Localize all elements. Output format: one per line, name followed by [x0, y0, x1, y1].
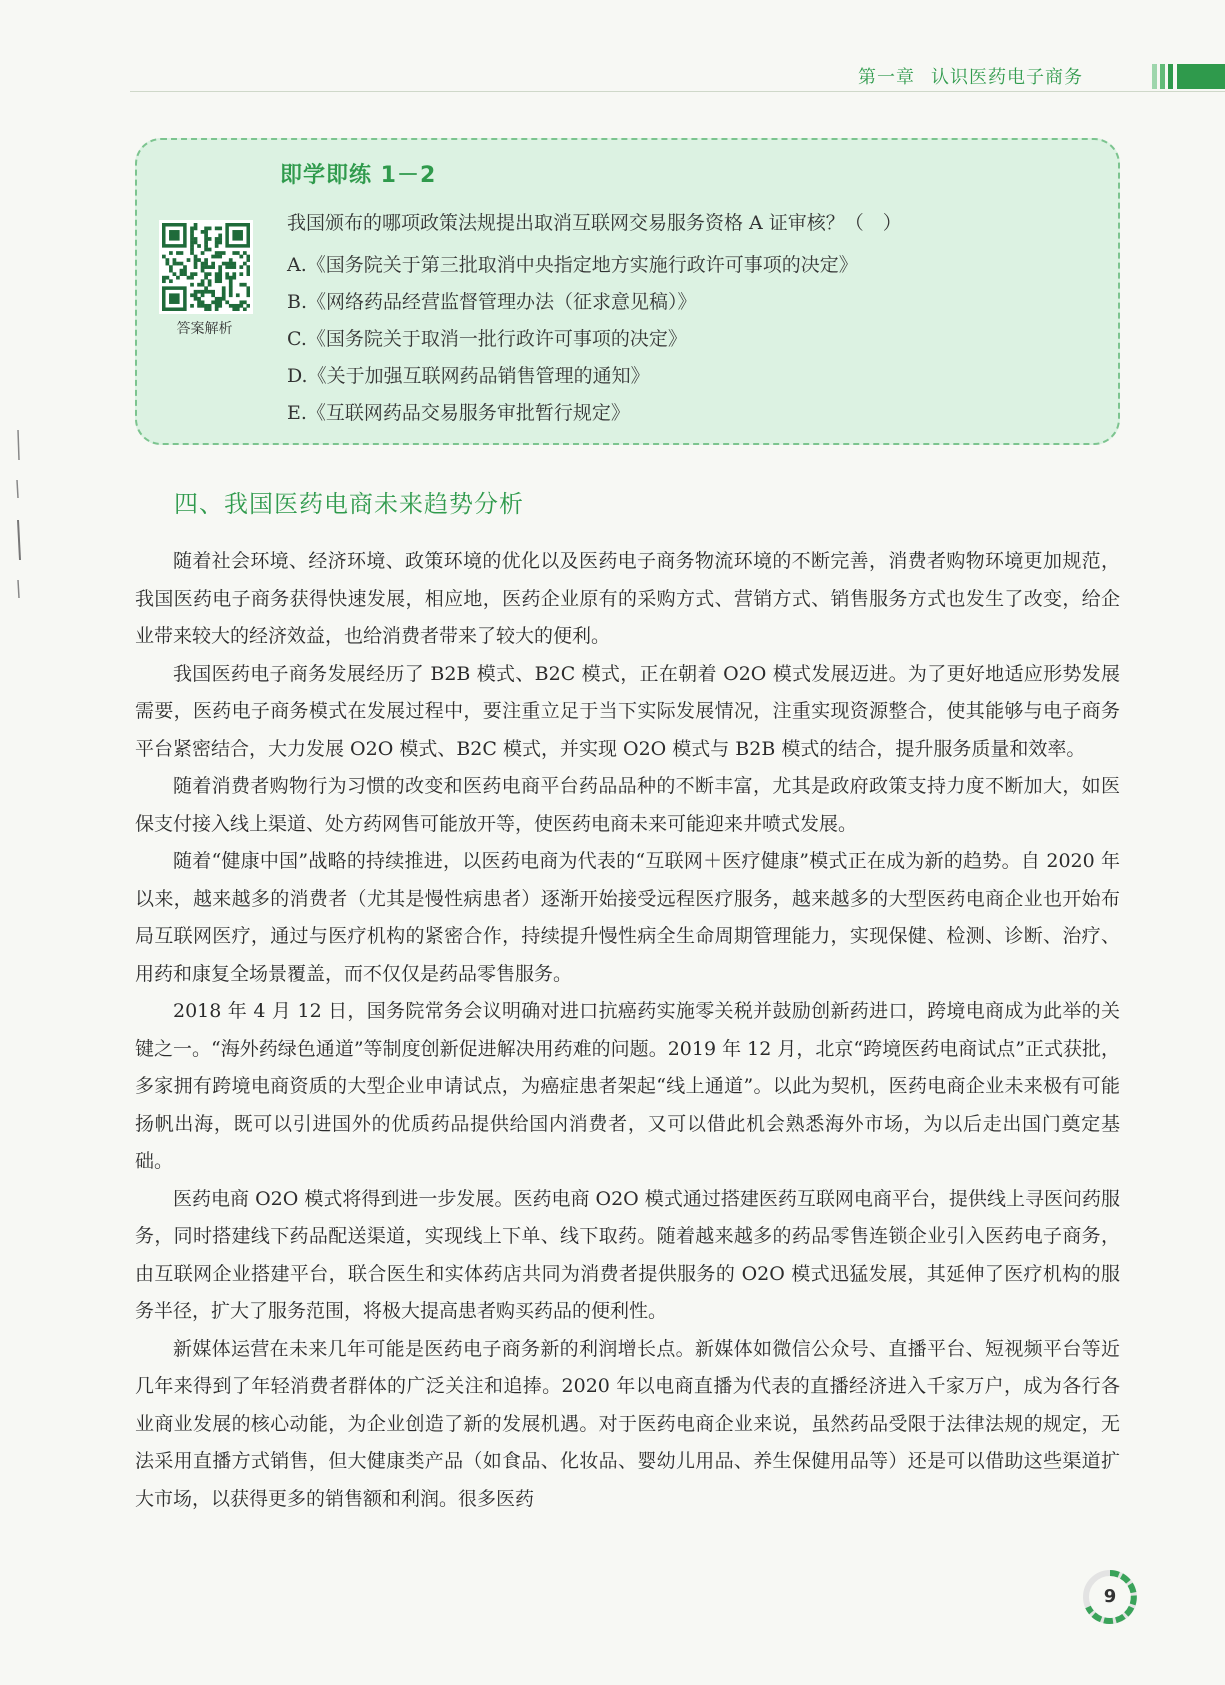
- practice-title: 即学即练 1－2: [280, 163, 437, 188]
- qr-caption: 答案解析: [176, 321, 233, 337]
- option-e: E.《互联网药品交易服务审批暂行规定》: [287, 402, 630, 424]
- practice-options: [287, 247, 858, 432]
- paragraph: 2018 年 4 月 12 日，国务院常务会议明确对进口抗癌药实施零关税并鼓励创新药进口，跨境电商成为此举的关键之一。“海外药绿色通道”等制度创新促进解决用药难的问题。2019 年 12 月，北京“跨境医药电商试点”正式获批，多家拥有跨境电商资质的大型企业申请试点，为癌症患者架起“线上通道”。以此为契机，医药电商企业未来极有可能扬帆出海，既可以引进国外的优质药品提供给国内消费者，又可以借此机会熟悉海外市场，为以后走出国门奠定基础。: [135, 1000, 1120, 1172]
- page-header: [0, 0, 1225, 96]
- practice-question: 我国颁布的哪项政策法规提出取消互联网交易服务资格 A 证审核？（ ）: [287, 212, 902, 234]
- paragraph: 新媒体运营在未来几年可能是医药电子商务新的利润增长点。新媒体如微信公众号、直播平台、短视频平台等近几年来得到了年轻消费者群体的广泛关注和追捧。2020 年以电商直播为代表的直播经济进入千家万户，成为各行各业商业发展的核心动能，为企业创造了新的发展机遇。对于医药电商企业来说，虽然药品受限于法律法规的规定，无法采用直播方式销售，但大健康类产品（如食品、化妆品、婴幼儿用品、养生保健用品等）还是可以借助这些渠道扩大市场，以获得更多的销售额和利润。很多医药: [135, 1337, 1120, 1510]
- paragraph: 随着消费者购物行为习惯的改变和医药电商平台药品品种的不断丰富，尤其是政府政策支持力度不断加大，如医保支付接入线上渠道、处方药网售可能放开等，使医药电商未来可能迎来井喷式发展。: [135, 775, 1120, 835]
- running-head: [858, 63, 1083, 89]
- page-number: 9: [1103, 1586, 1117, 1607]
- body-text: [135, 543, 1120, 1518]
- option-d: D.《关于加强互联网药品销售管理的通知》: [287, 365, 650, 387]
- option-a: A.《国务院关于第三批取消中央指定地方实施行政许可事项的决定》: [287, 254, 858, 276]
- chapter-title: 认识医药电子商务: [931, 67, 1083, 88]
- practice-box: [135, 138, 1120, 445]
- paragraph: 医药电商 O2O 模式将得到进一步发展。医药电商 O2O 模式通过搭建医药互联网电商平台，提供线上寻医问药服务，同时搭建线下药品配送渠道，实现线上下单、线下取药。随着越来越多的药品零售连锁企业引入医药电子商务，由互联网企业搭建平台，联合医生和实体药店共同为消费者提供服务的 O2O 模式迅猛发展，其延伸了医疗机构的服务半径，扩大了服务范围，将极大提高患者购买药品的便利性。: [135, 1187, 1120, 1322]
- paragraph: 随着“健康中国”战略的持续推进，以医药电商为代表的“互联网＋医疗健康”模式正在成为新的趋势。自 2020 年以来，越来越多的消费者（尤其是慢性病患者）逐渐开始接受远程医疗服务，越来越多的大型医药电商企业也开始布局互联网医疗，通过与医疗机构的紧密合作，持续提升慢性病全生命周期管理能力，实现保健、检测、诊断、治疗、用药和康复全场景覆盖，而不仅仅是药品零售服务。: [135, 850, 1120, 985]
- header-decor-bars: [1152, 64, 1225, 89]
- paragraph: 随着社会环境、经济环境、政策环境的优化以及医药电子商务物流环境的不断完善，消费者购物环境更加规范，我国医药电子商务获得快速发展，相应地，医药企业原有的采购方式、营销方式、销售服务方式也发生了改变，给企业带来较大的经济效益，也给消费者带来了较大的便利。: [135, 550, 1120, 647]
- header-rule: [130, 91, 1225, 92]
- scan-binding-marks: [14, 430, 24, 650]
- section-title: 四、我国医药电商未来趋势分析: [174, 490, 524, 518]
- option-b: B.《网络药品经营监督管理办法（征求意见稿）》: [287, 291, 697, 313]
- option-c: C.《国务院关于取消一批行政许可事项的决定》: [287, 328, 687, 350]
- page-number-badge: [1082, 1569, 1138, 1625]
- qr-code-icon[interactable]: [159, 220, 253, 314]
- paragraph: 我国医药电子商务发展经历了 B2B 模式、B2C 模式，正在朝着 O2O 模式发展迈进。为了更好地适应形势发展需要，医药电子商务模式在发展过程中，要注重立足于当下实际发展情况，注重实现资源整合，使其能够与电子商务平台紧密结合，大力发展 O2O 模式、B2C 模式，并实现 O2O 模式与 B2B 模式的结合，提升服务质量和效率。: [135, 662, 1120, 760]
- chapter-label: 第一章: [858, 67, 915, 88]
